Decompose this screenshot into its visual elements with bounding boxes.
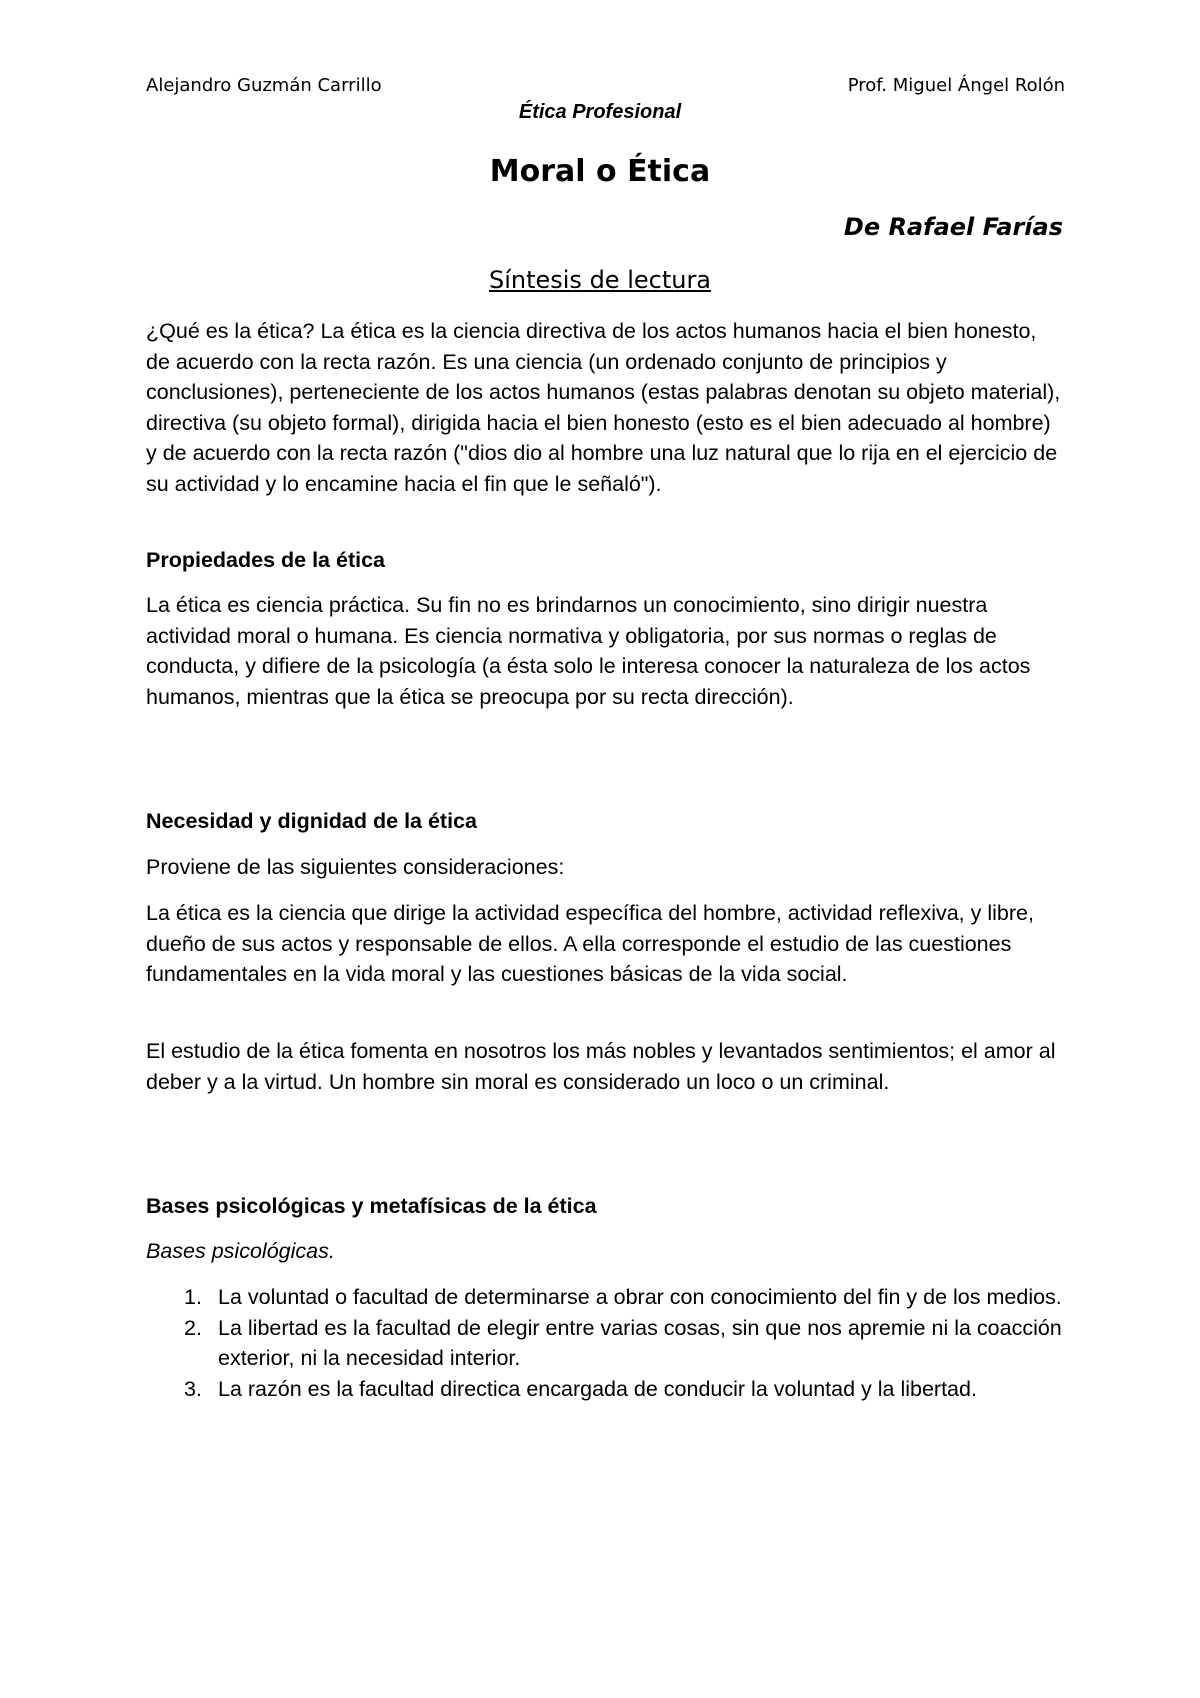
necesidad-p3-text: El estudio de la ética fomenta en nosotros los más nobles y levantados sentimientos; el amor al deber y a la virtud. Un hombre sin moral es considerado un loco o un criminal. — [146, 1039, 1056, 1094]
bases-sub-text: Bases psicológicas. — [146, 1239, 335, 1263]
list-item — [146, 1374, 1066, 1405]
document-title: Moral o Ética — [489, 154, 711, 189]
list-item-text: La voluntad o facultad de determinarse a obrar con conocimiento del fin y de los medios. — [218, 1285, 1062, 1309]
necesidad-p2-text: La ética es la ciencia que dirige la actividad específica del hombre, actividad reflexiva, y libre, dueño de sus actos y responsable de ellos. A ella corresponde el estudio de las cuestiones fundamentales en la vida moral y las cuestiones básicas de la vida social. — [146, 901, 1034, 986]
list-item-text: La razón es la facultad directica encargada de conducir la voluntad y la libertad. — [218, 1376, 977, 1401]
intro-paragraph — [146, 316, 1066, 499]
document-author: De Rafael Farías — [843, 213, 1063, 241]
list-item — [146, 1282, 1066, 1313]
section-necesidad-p2 — [146, 898, 1066, 990]
bases-list — [146, 1282, 1066, 1404]
list-item — [146, 1313, 1066, 1374]
list-item-number: 3. — [184, 1376, 202, 1401]
intro-text: ¿Qué es la ética? La ética es la ciencia directiva de los actos humanos hacia el bien honesto, de acuerdo con la recta razón. Es una ciencia (un ordenado conjunto de principios y conclusiones), perteneciente de los actos humanos (estas palabras denotan su objeto material), directiva (su objeto formal), dirigida hacia el bien honesto (esto es el bien adecuado al hombre) y de acuerdo con la recta razón ("dios dio al hombre una luz natural que lo rija en el ejercicio de su actividad y lo encamine hacia el fin que le señaló"). — [146, 319, 1061, 496]
list-item-number: 2. — [184, 1315, 202, 1340]
section-necesidad-p3 — [146, 1036, 1066, 1097]
necesidad-p1-text: Proviene de las siguientes consideraciones: — [146, 855, 565, 879]
header-professor-name: Prof. Miguel Ángel Rolón — [847, 75, 1065, 96]
section-heading-propiedades: Propiedades de la ética — [146, 548, 385, 572]
bases-subheading — [146, 1236, 1066, 1267]
header-course-name: Ética Profesional — [518, 101, 682, 123]
list-item-text: La libertad es la facultad de elegir entre varias cosas, sin que nos apremie ni la coacción exterior, ni la necesidad interior. — [218, 1315, 1062, 1370]
section-heading-bases: Bases psicológicas y metafísicas de la ética — [146, 1194, 597, 1218]
section-necesidad-p1 — [146, 852, 1066, 883]
header-student-name: Alejandro Guzmán Carrillo — [146, 75, 382, 96]
list-item-number: 1. — [184, 1285, 202, 1309]
section-heading-necesidad: Necesidad y dignidad de la ética — [146, 809, 477, 833]
document-subtitle: Síntesis de lectura — [488, 266, 712, 294]
section-propiedades — [146, 590, 1066, 712]
propiedades-text: La ética es ciencia práctica. Su fin no es brindarnos un conocimiento, sino dirigir nuestra actividad moral o humana. Es ciencia normativa y obligatoria, por sus normas o reglas de conducta, y difiere de la psicología (a ésta solo le interesa conocer la naturaleza de los actos humanos, mientras que la ética se preocupa por su recta dirección). — [146, 593, 1031, 709]
